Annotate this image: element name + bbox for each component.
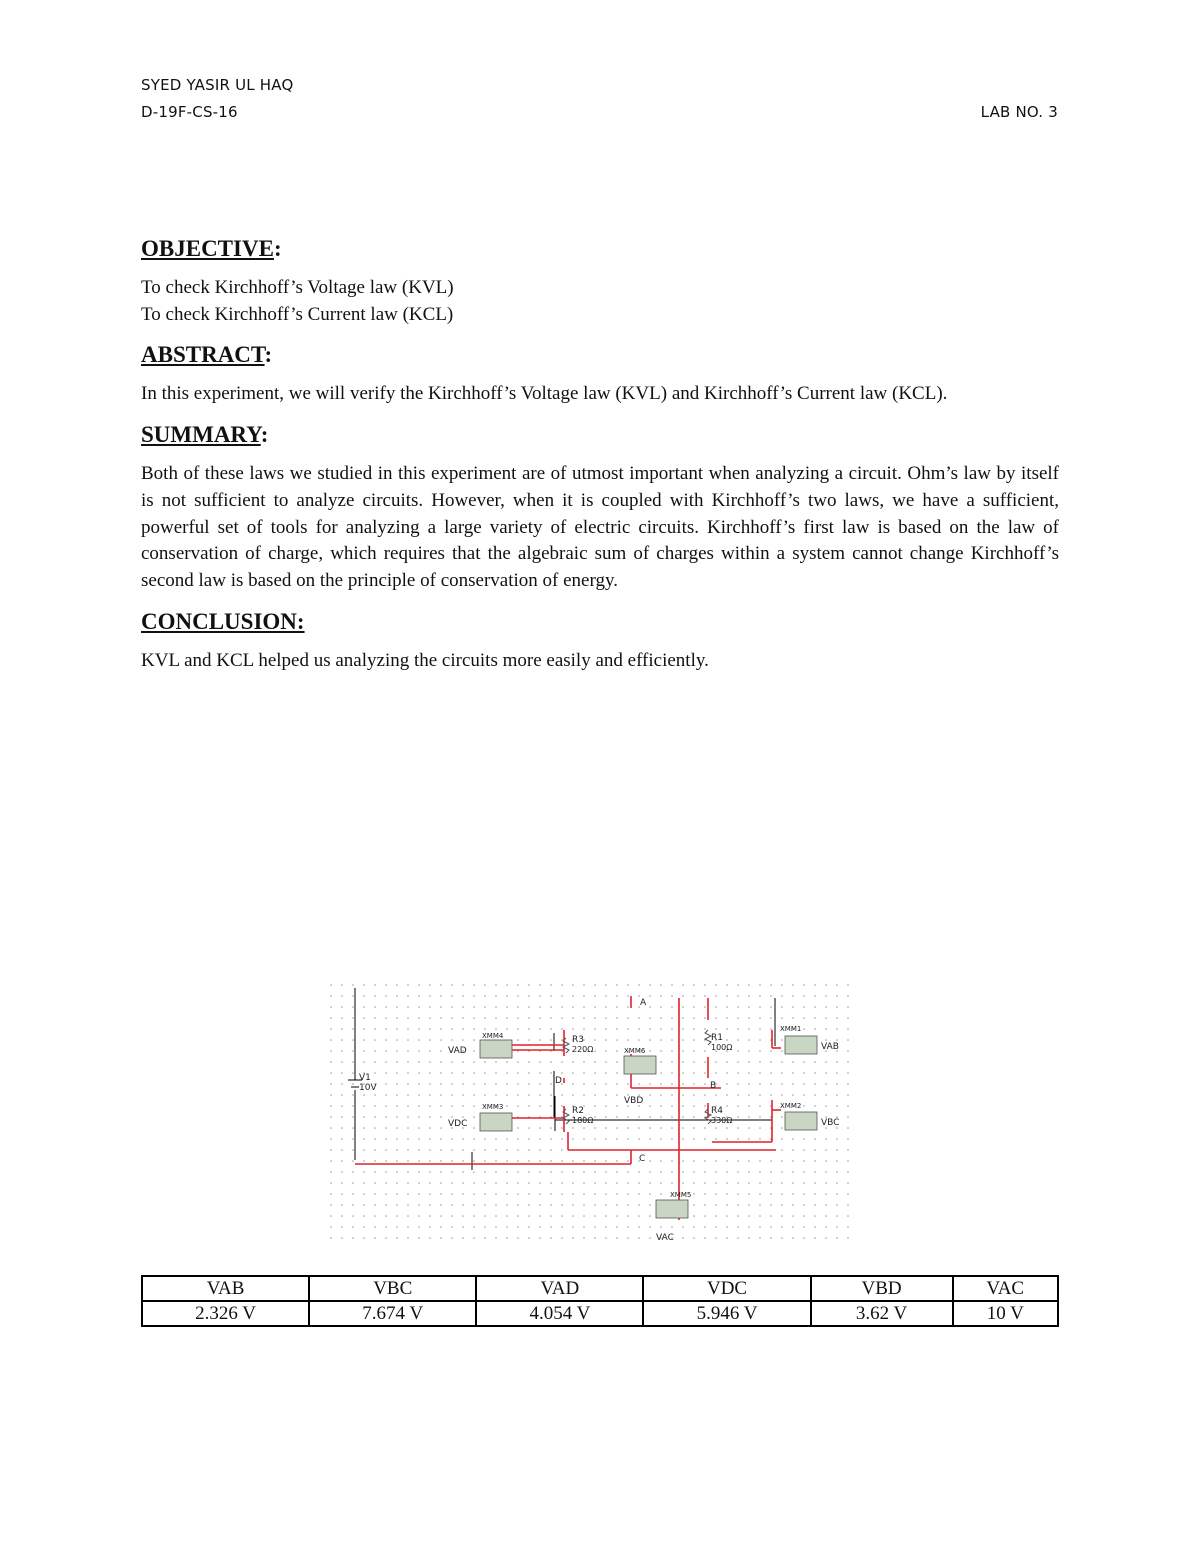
battery-label: V1 bbox=[359, 1073, 371, 1083]
meter-label-vad: VAD bbox=[448, 1046, 467, 1056]
circuit-diagram bbox=[326, 968, 856, 1248]
meter-label-vac: VAC bbox=[656, 1233, 674, 1243]
meter-id-vad: XMM4 bbox=[482, 1032, 504, 1040]
meter-id-vac: XMM5 bbox=[670, 1191, 692, 1199]
meter-label-vbc: VBC bbox=[821, 1118, 840, 1128]
lab-number: LAB NO. 3 bbox=[980, 103, 1058, 121]
conclusion-heading: CONCLUSION: bbox=[141, 608, 305, 634]
table-header-cell: VAD bbox=[476, 1276, 643, 1301]
table-header-cell: VBD bbox=[811, 1276, 953, 1301]
table-cell: 10 V bbox=[953, 1301, 1058, 1326]
node-b-label: B bbox=[710, 1081, 717, 1091]
author-name: SYED YASIR UL HAQ bbox=[141, 76, 294, 94]
results-table bbox=[141, 1275, 1059, 1327]
resistor-r2-value: 180Ω bbox=[572, 1116, 594, 1125]
resistor-r4-value: 330Ω bbox=[711, 1116, 733, 1125]
table-header-row bbox=[142, 1276, 1058, 1301]
resistor-r3-name: R3 bbox=[572, 1035, 584, 1045]
meter-label-vdc: VDC bbox=[448, 1119, 468, 1129]
meter-id-vdc: XMM3 bbox=[482, 1103, 504, 1111]
node-d-label: D bbox=[555, 1076, 562, 1086]
summary-heading: SUMMARY: bbox=[141, 422, 269, 448]
table-header-cell: VAC bbox=[953, 1276, 1058, 1301]
table-cell: 5.946 V bbox=[643, 1301, 810, 1326]
student-id: D-19F-CS-16 bbox=[141, 103, 238, 121]
meter-id-vbd: XMM6 bbox=[624, 1047, 646, 1055]
conclusion-text: KVL and KCL helped us analyzing the circuits more easily and efficiently. bbox=[141, 649, 709, 671]
meter-id-vab: XMM1 bbox=[780, 1025, 802, 1033]
objective-line-2: To check Kirchhoff’s Current law (KCL) bbox=[141, 303, 454, 325]
meter-label-vbd: VBD bbox=[624, 1096, 644, 1106]
resistor-r1-value: 100Ω bbox=[711, 1043, 733, 1052]
objective-line-1: To check Kirchhoff’s Voltage law (KVL) bbox=[141, 277, 454, 298]
abstract-text: In this experiment, we will verify the Kirchhoff’s Voltage law (KVL) and Kirchhoff’s Current law (KCL). bbox=[141, 383, 948, 405]
table-cell: 2.326 V bbox=[142, 1301, 309, 1326]
table-header-cell: VAB bbox=[142, 1276, 309, 1301]
table-header-cell: VDC bbox=[643, 1276, 810, 1301]
report-body bbox=[141, 232, 1059, 674]
meter-id-vbc: XMM2 bbox=[780, 1102, 802, 1110]
table-cell: 3.62 V bbox=[811, 1301, 953, 1326]
objective-heading: OBJECTIVE: bbox=[141, 236, 282, 261]
battery-value: 10V bbox=[359, 1083, 377, 1093]
table-cell: 7.674 V bbox=[309, 1301, 476, 1326]
abstract-heading: ABSTRACT: bbox=[141, 342, 273, 368]
resistor-r1-name: R1 bbox=[711, 1033, 723, 1043]
resistor-r3-value: 220Ω bbox=[572, 1045, 594, 1054]
node-c-label: C bbox=[639, 1154, 646, 1164]
meter-label-vab: VAB bbox=[821, 1042, 839, 1052]
table-header-cell: VBC bbox=[309, 1276, 476, 1301]
summary-text: Both of these laws we studied in this experiment are of utmost important when analyzing a circuit. Ohm’s law by itself is not sufficient to analyze circuits. However, when it is coupled with Kirchhoff’s two laws, we have a sufficient, powerful set of tools for analyzing a large variety of electric circuits. Kirchhoff’s first law is based on the law of conservation of charge, which requires that the algebraic sum of charges within a system cannot change Kirchhoff’s second law is based on the principle of conservation of energy. bbox=[141, 463, 1059, 591]
resistor-r2-name: R2 bbox=[572, 1106, 584, 1116]
resistor-r4-name: R4 bbox=[711, 1106, 723, 1116]
table-cell: 4.054 V bbox=[476, 1301, 643, 1326]
node-a-label: A bbox=[640, 998, 647, 1008]
table-row bbox=[142, 1301, 1058, 1326]
